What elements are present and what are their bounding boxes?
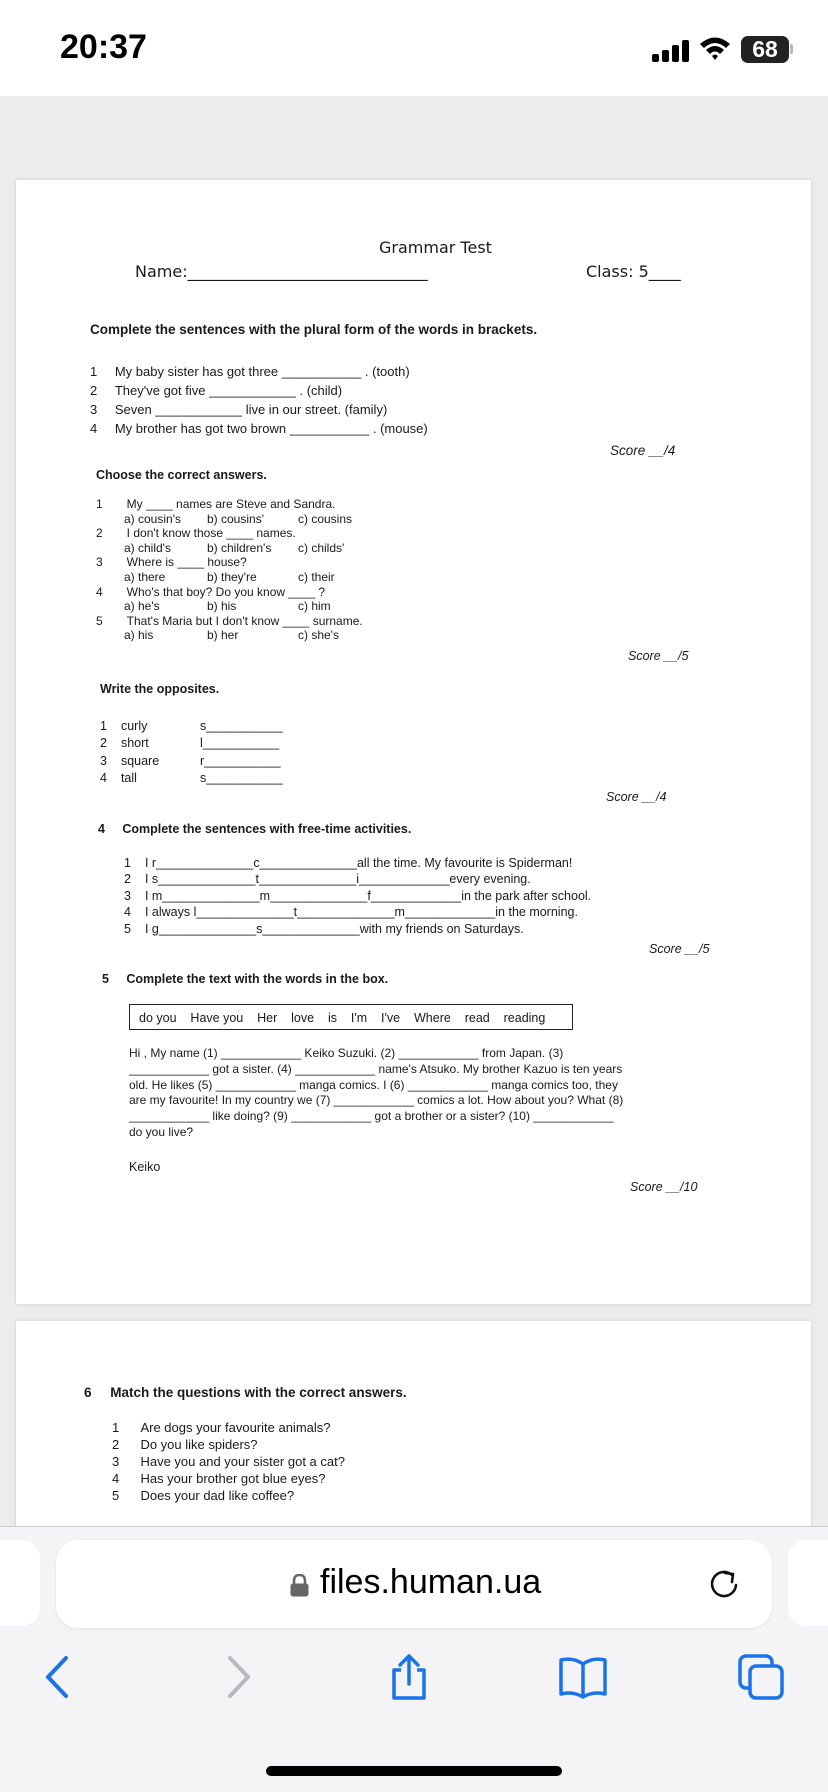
list-item: 1 My baby sister has got three ___________ . (tooth) [90,364,410,379]
document-page-1 [16,180,811,1304]
wifi-icon [698,34,732,62]
section-2-list [96,497,363,643]
battery-icon: 68 [741,36,789,63]
list-item: 1 curly s___________ [100,719,283,733]
text-line: old. He likes (5) ____________ manga comics. I (6) ____________ manga comics too, they [129,1077,618,1092]
class-field: Class: 5____ [586,262,681,281]
status-time: 20:37 [60,28,147,66]
section-5-text [129,1046,623,1141]
section-3-score: Score __/4 [606,790,667,804]
home-indicator [266,1766,562,1776]
list-item: 2 I don't know those ____ names. [96,526,296,541]
lock-icon [290,1574,309,1597]
list-item: 2 I s______________t______________i_____________every evening. [124,872,531,887]
section-3-list [100,718,283,788]
tabs-icon[interactable] [736,1652,786,1702]
text-line: ____________ got a sister. (4) ____________ name's Atsuko. My brother Kazuo is ten years [129,1061,623,1076]
section-4-list [124,855,591,937]
list-item: 1 Are dogs your favourite animals? [112,1420,331,1435]
status-bar [0,0,828,96]
options-row: a) child's b) children's c) childs' [124,540,345,555]
list-item: 5 That's Maria but I don't know ____ surname. [96,613,363,628]
section-5-heading: 5 Complete the text with the words in the box. [102,972,389,986]
section-6-list [112,1419,345,1504]
word-box [129,1004,573,1030]
section-4-heading: 4 Complete the sentences with free-time activities. [98,822,412,836]
options-row: a) he's b) his c) him [124,599,331,614]
share-icon[interactable] [384,1652,434,1702]
back-icon[interactable] [34,1652,84,1702]
list-item: 5 I g______________s______________with my friends on Saturdays. [124,921,524,936]
section-6-heading: 6 Match the questions with the correct answers. [84,1385,407,1400]
signature: Keiko [129,1160,161,1174]
doc-title: Grammar Test [379,238,492,257]
list-item: 1 My ____ names are Steve and Sandra. [96,497,336,511]
options-row: a) cousin's b) cousins' c) cousins [124,511,353,526]
previous-tab-card[interactable] [0,1540,40,1626]
list-item: 4 tall s___________ [100,771,283,786]
list-item: 3 Seven ____________ live in our street. (family) [90,402,388,417]
list-item: 3 square r___________ [100,753,281,768]
section-3-heading: Write the opposites. [100,682,220,696]
section-5-score: Score __/10 [630,1180,698,1194]
list-item: 3 I m______________m______________f_____________in the park after school. [124,888,592,903]
text-line: Hi , My name (1) ____________ Keiko Suzuki. (2) ____________ from Japan. (3) [129,1046,564,1060]
section-1-score: Score __/4 [610,443,676,458]
next-tab-card[interactable] [788,1540,828,1626]
list-item: 5 Does your dad like coffee? [112,1488,295,1503]
list-item: 3 Have you and your sister got a cat? [112,1454,345,1469]
section-1-list [90,362,428,438]
battery-tip [790,44,793,54]
options-row: a) there b) they're c) their [124,569,335,584]
section-1-heading: Complete the sentences with the plural form of the words in brackets. [90,322,538,337]
text-line: do you live? [129,1124,194,1139]
section-4-score: Score __/5 [649,942,710,956]
list-item: 4 My brother has got two brown ___________ . (mouse) [90,421,428,436]
list-item: 1 I r______________c______________all the time. My favourite is Spiderman! [124,856,573,870]
text-line: are my favourite! In my country we (7) ____________ comics a lot. How about you? What (8) [129,1093,624,1108]
options-row: a) his b) her c) she's [124,628,339,643]
list-item: 2 Do you like spiders? [112,1437,258,1452]
list-item: 4 Has your brother got blue eyes? [112,1471,326,1486]
cellular-signal-icon [652,38,690,62]
word-box-words: do you Have you Her love is I'm I've Where read reading [139,1011,546,1025]
list-item: 4 Who's that boy? Do you know ____ ? [96,584,326,599]
text-line: ____________ like doing? (9) ____________ got a brother or a sister? (10) ____________ [129,1109,614,1124]
list-item: 2 short l___________ [100,736,280,751]
forward-icon[interactable] [212,1652,262,1702]
section-2-heading: Choose the correct answers. [96,468,267,482]
bookmarks-icon[interactable] [558,1652,608,1702]
section-2-score: Score __/5 [628,649,689,663]
name-field: Name:______________________________ [135,262,428,281]
reload-icon[interactable] [706,1566,742,1602]
list-item: 2 They've got five ____________ . (child) [90,383,343,398]
url-text[interactable]: files.human.ua [320,1563,542,1601]
list-item: 3 Where is ____ house? [96,555,247,570]
list-item: 4 I always l______________t______________m_____________in the morning. [124,905,578,920]
